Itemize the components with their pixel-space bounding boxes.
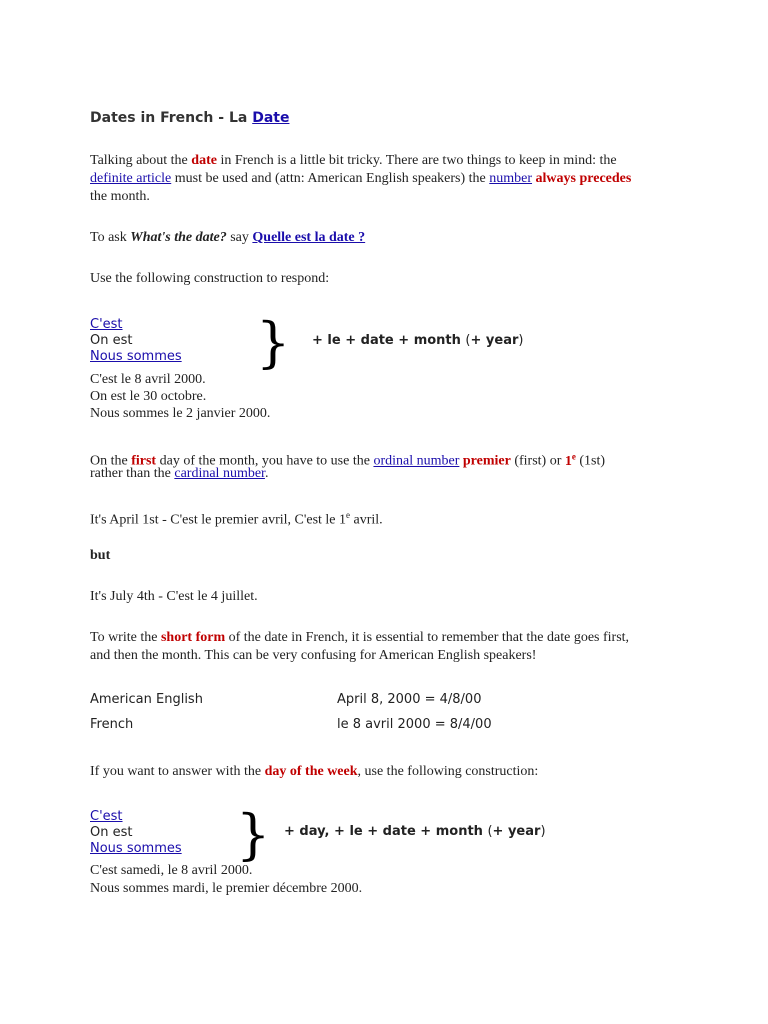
cardinal-number-link[interactable]: cardinal number: [174, 466, 265, 481]
date-link[interactable]: Date: [252, 110, 290, 126]
ask-line: To ask What's the date? say Quelle est la date ?: [90, 230, 366, 245]
april-example: It's April 1st - C'est le premier avril, C'est le 1e avril.: [90, 510, 383, 528]
page-title: Dates in French - La Date: [90, 110, 290, 126]
nous-sommes-link-2[interactable]: Nous sommes: [90, 841, 182, 856]
question-text: What's the date?: [130, 230, 227, 245]
ordinal-number-link[interactable]: ordinal number: [373, 453, 460, 469]
brace-icon-2: }: [236, 803, 271, 866]
first-day-line-2: rather than the cardinal number.: [90, 466, 269, 481]
intro-line-2: definite article must be used and (attn: American English speakers) the number always precedes: [90, 171, 632, 186]
july-example: It's July 4th - C'est le 4 juillet.: [90, 589, 258, 604]
definite-article-link[interactable]: definite article: [90, 171, 172, 186]
date-highlight: date: [191, 153, 217, 168]
formula-2: + day, + le + date + month (+ year): [284, 824, 546, 839]
on-est-label-2: On est: [90, 825, 133, 840]
but-label: but: [90, 548, 111, 563]
always-precedes-highlight: always precedes: [535, 171, 632, 186]
first-day-line-1: On the first day of the month, you have to use the ordinal number premier (first) or 1e (1st): [90, 451, 606, 469]
formula-1: + le + date + month (+ year): [312, 333, 524, 348]
week-line: If you want to answer with the day of the week, use the following construction:: [90, 764, 539, 779]
brace-icon: }: [256, 311, 291, 374]
cest-link[interactable]: C'est: [90, 317, 123, 332]
quelle-est-la-date-link[interactable]: Quelle est la date ?: [252, 230, 366, 245]
number-link[interactable]: number: [489, 171, 533, 186]
respond-line: Use the following construction to respond:: [90, 271, 330, 286]
on-est-label: On est: [90, 333, 133, 348]
short-form-line-2: and then the month. This can be very confusing for American English speakers!: [90, 648, 537, 663]
intro-line-3: the month.: [90, 189, 150, 204]
intro-line-1: Talking about the date in French is a little bit tricky. There are two things to keep in mind: the: [90, 153, 617, 168]
table-row: American English April 8, 2000 = 4/8/00: [90, 692, 482, 707]
nous-sommes-link[interactable]: Nous sommes: [90, 349, 182, 364]
cest-link-2[interactable]: C'est: [90, 809, 123, 824]
short-form-line-1: To write the short form of the date in French, it is essential to remember that the date goes first,: [90, 630, 630, 645]
table-row: French le 8 avril 2000 = 8/4/00: [90, 717, 492, 732]
